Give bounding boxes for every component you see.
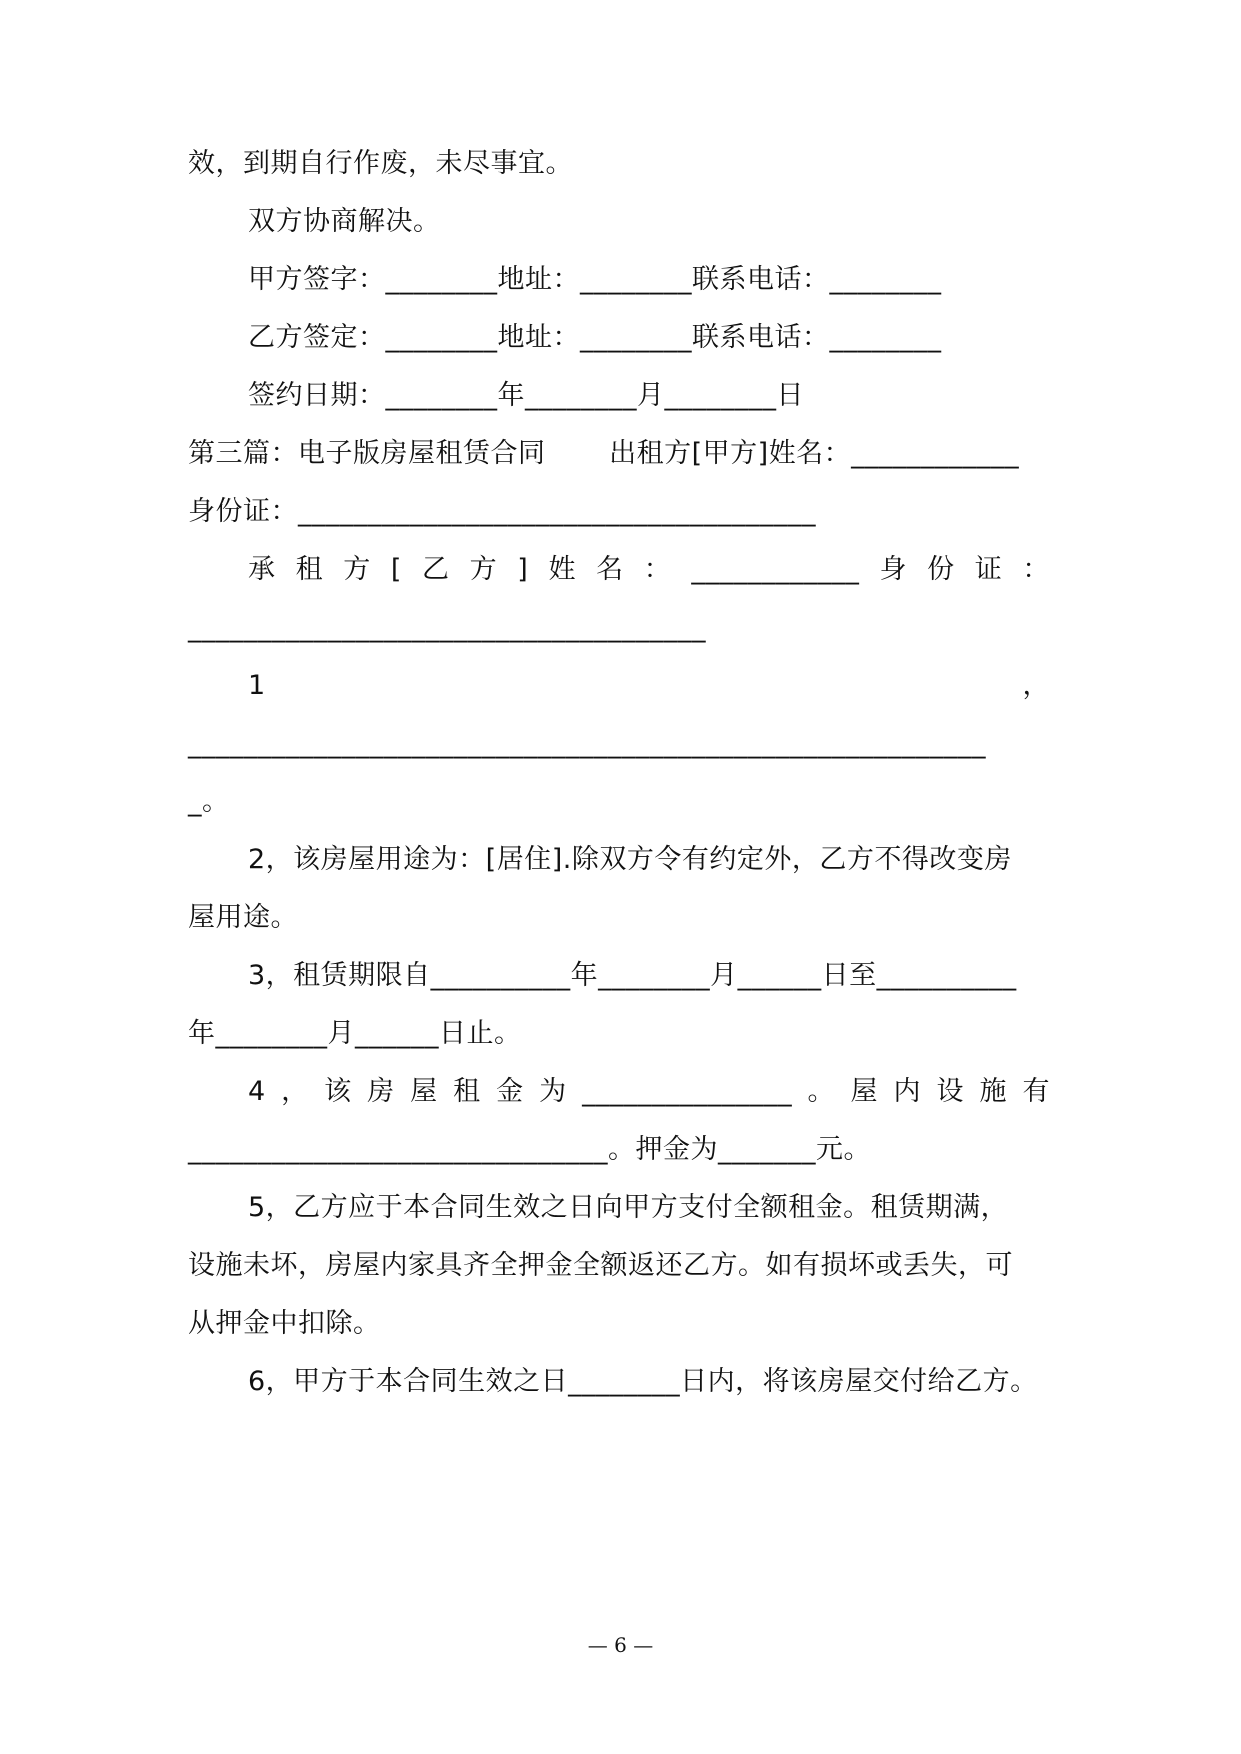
item-2-line: 2，该房屋用途为：[居住].除双方令有约定外，乙方不得改变房	[248, 844, 1012, 875]
paragraph-line: 年________月______日止。	[188, 1018, 522, 1049]
id-card-line: 身份证：_____________________________________	[188, 496, 816, 527]
party-b-signature-line: 乙方签定：________地址：________联系电话：________	[248, 322, 942, 353]
blank-line: _________________________________________________________	[188, 728, 986, 759]
item-1-line: 1 ，	[248, 670, 1050, 701]
item-3-line: 3，租赁期限自__________年________月______日至__________	[248, 960, 1017, 991]
paragraph-line: 效，到期自行作废，未尽事宜。	[188, 148, 573, 179]
paragraph-line: 双方协商解决。	[248, 206, 441, 237]
item-6-line: 6，甲方于本合同生效之日________日内，将该房屋交付给乙方。	[248, 1366, 1038, 1397]
paragraph-line: 屋用途。	[188, 902, 298, 933]
tenant-name-line: 承 租 方 [ 乙 方 ] 姓 名 ： ____________ 身 份 证 ：	[248, 554, 1050, 585]
signing-date-line: 签约日期：________年________月________日	[248, 380, 804, 411]
item-5-line: 5，乙方应于本合同生效之日向甲方支付全额租金。租赁期满，	[248, 1192, 1009, 1223]
item-4-line: 4 ， 该 房 屋 租 金 为 _______________ 。 屋 内 设 施 有	[248, 1076, 1050, 1107]
blank-line: _____________________________________	[188, 612, 706, 643]
paragraph-line: 设施未坏，房屋内家具齐全押金全额返还乙方。如有损坏或丢失，可	[188, 1250, 1013, 1281]
deposit-line: ______________________________。押金为_______元。	[188, 1134, 871, 1165]
section-title-line: 第三篇：电子版房屋租赁合同 出租方[甲方]姓名：____________	[188, 438, 1020, 469]
paragraph-line: _。	[188, 786, 230, 817]
paragraph-line: 从押金中扣除。	[188, 1308, 381, 1339]
page-number: — 6 —	[587, 1633, 654, 1657]
party-a-signature-line: 甲方签字：________地址：________联系电话：________	[248, 264, 942, 295]
